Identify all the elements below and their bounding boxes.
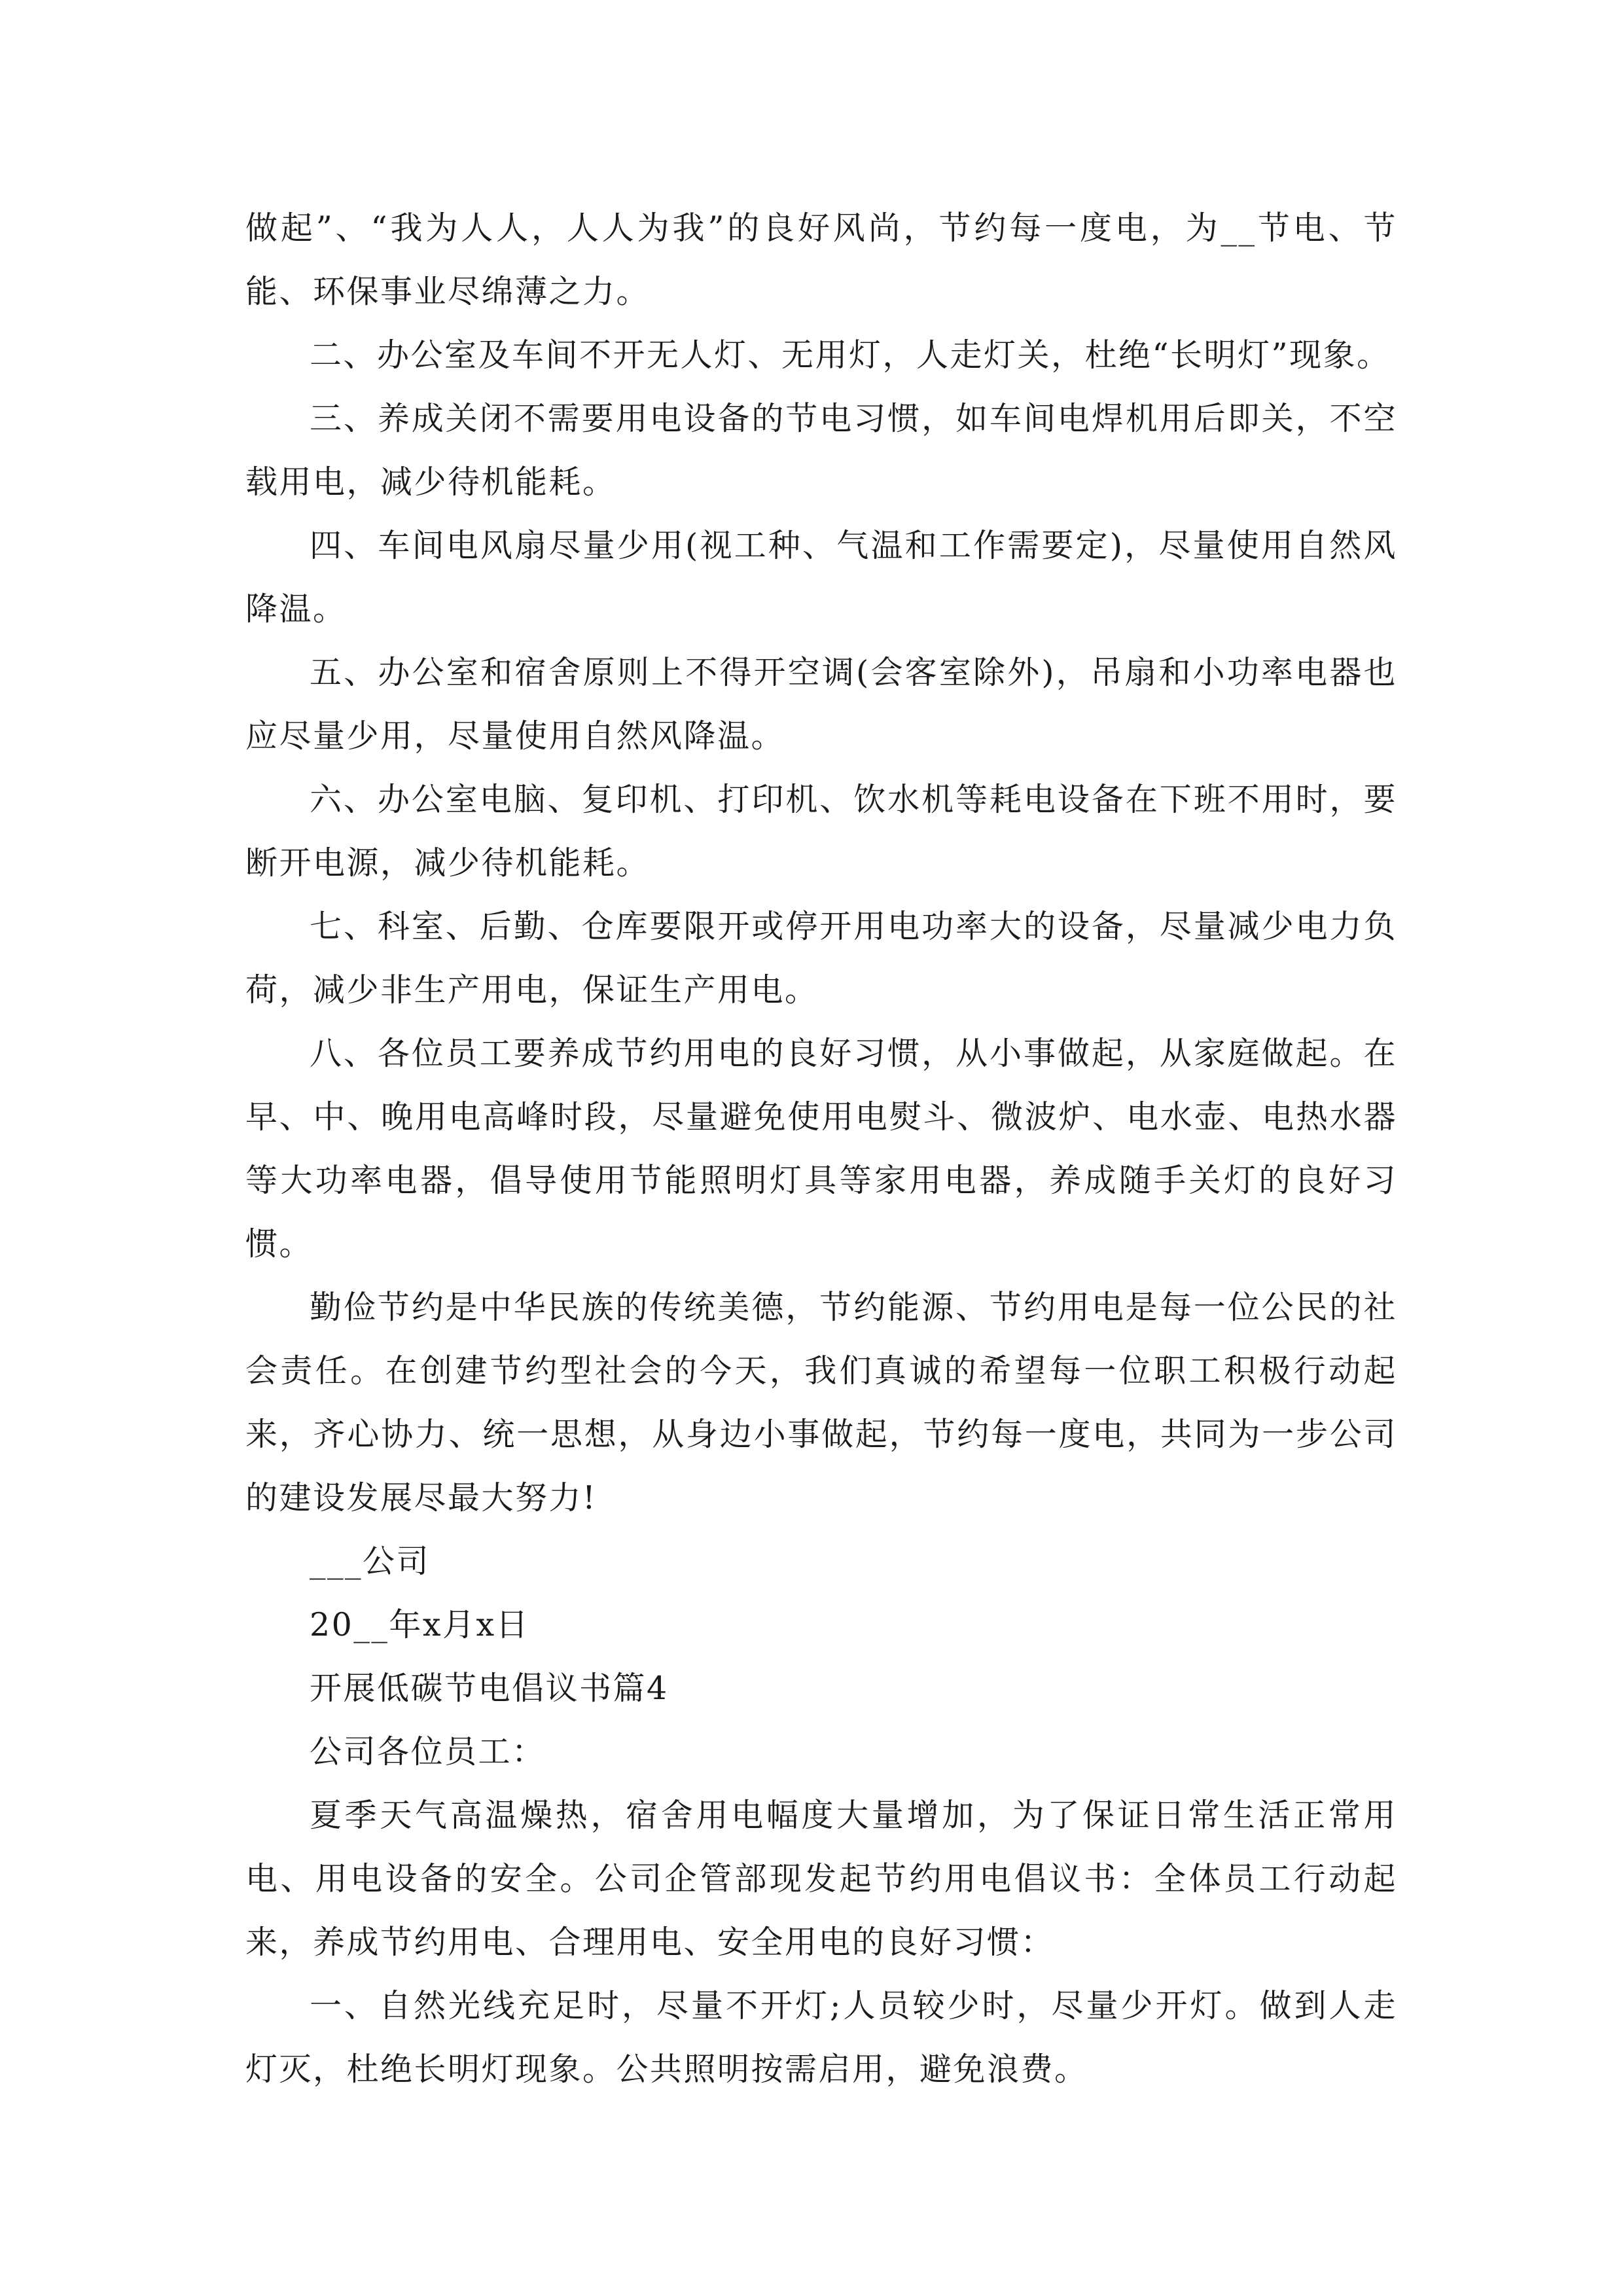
paragraph-intro: 夏季天气高温燥热，宿舍用电幅度大量增加，为了保证日常生活正常用电、用电设备的安全。公司企管部现发起节约用电倡议书：全体员工行动起来，养成节约用电、合理用电、安全用电的良好习惯： xyxy=(245,1797,1397,1961)
paragraph-closing: 勤俭节约是中华民族的传统美德，节约能源、节约用电是每一位公民的社会责任。在创建节约型社会的今天，我们真诚的希望每一位职工积极行动起来，齐心协力、统一思想，从身边小事做起，节约每一度电，共同为一步公司的建设发展尽最大努力! xyxy=(245,1289,1397,1516)
paragraph-item-5: 五、办公室和宿舍原则上不得开空调(会客室除外)，吊扇和小功率电器也应尽量少用，尽量使用自然风降温。 xyxy=(245,654,1397,755)
paragraph-item-6: 六、办公室电脑、复印机、打印机、饮水机等耗电设备在下班不用时，要断开电源，减少待机能耗。 xyxy=(245,781,1397,882)
paragraph-continuation: 做起”、“我为人人，人人为我”的良好风尚，节约每一度电，为__节电、节能、环保事业尽绵薄之力。 xyxy=(245,209,1397,310)
paragraph-item-3: 三、养成关闭不需要用电设备的节电习惯，如车间电焊机用后即关，不空载用电，减少待机能耗。 xyxy=(245,400,1397,501)
paragraph-item-7: 七、科室、后勤、仓库要限开或停开用电功率大的设备，尽量减少电力负荷，减少非生产用电，保证生产用电。 xyxy=(245,908,1397,1009)
paragraph-item-4: 四、车间电风扇尽量少用(视工种、气温和工作需要定)，尽量使用自然风降温。 xyxy=(245,527,1397,628)
document-body xyxy=(245,196,1397,2101)
paragraph-item-1: 一、自然光线充足时，尽量不开灯;人员较少时，尽量少开灯。做到人走灯灭，杜绝长明灯现象。公共照明按需启用，避免浪费。 xyxy=(245,1987,1397,2088)
paragraph-item-2: 二、办公室及车间不开无人灯、无用灯，人走灯关，杜绝“长明灯”现象。 xyxy=(310,336,1391,374)
signature-date: 20__年x月x日 xyxy=(310,1606,530,1643)
salutation: 公司各位员工： xyxy=(310,1733,546,1770)
section-heading: 开展低碳节电倡议书篇4 xyxy=(310,1670,669,1707)
paragraph-item-8: 八、各位员工要养成节约用电的良好习惯，从小事做起，从家庭做起。在早、中、晚用电高峰时段，尽量避免使用电熨斗、微波炉、电水壶、电热水器等大功率电器，倡导使用节能照明灯具等家用电器，养成随手关灯的良好习惯。 xyxy=(245,1035,1397,1263)
signature-company: ___公司 xyxy=(310,1543,431,1580)
